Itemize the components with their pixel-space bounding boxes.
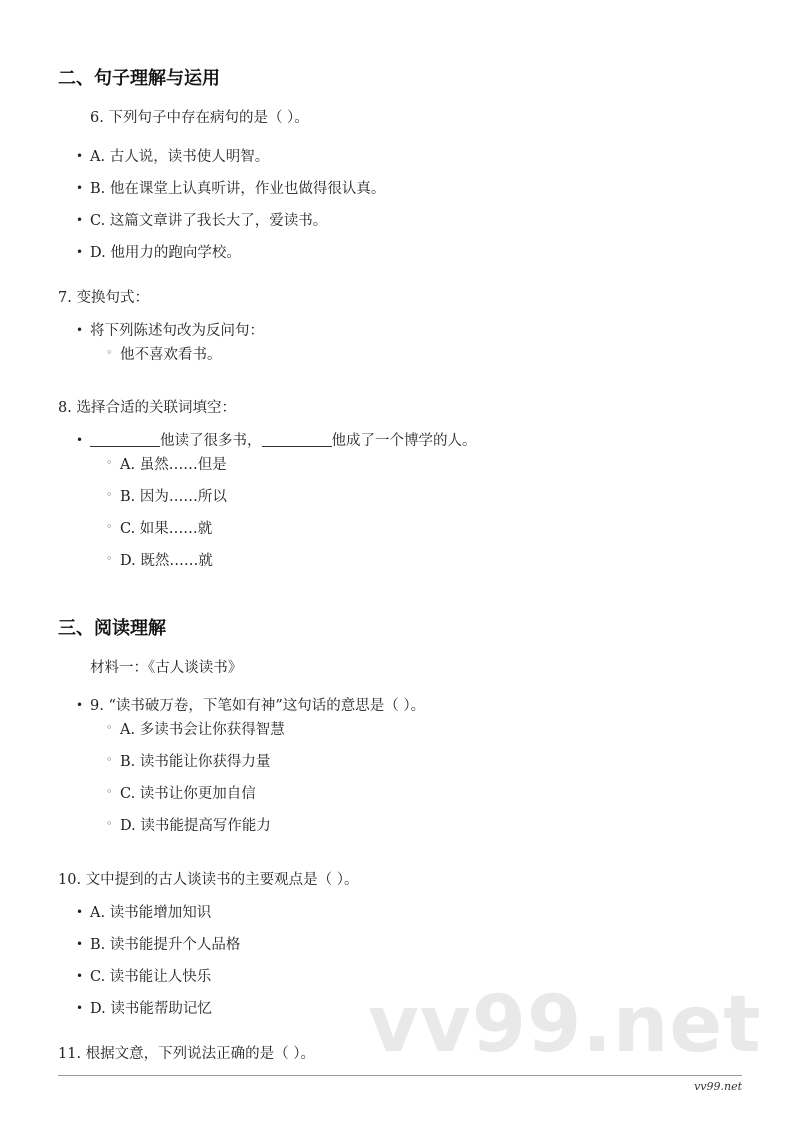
question-9-option-c: C. 读书让你更加自信 xyxy=(120,786,256,802)
bullet-icon: • xyxy=(76,969,84,983)
circle-bullet-icon: ◦ xyxy=(106,552,113,565)
question-11-stem: 11. 根据文意，下列说法正确的是（ ）。 xyxy=(58,1046,316,1062)
circle-bullet-icon: ◦ xyxy=(106,753,113,766)
question-9-option-b: B. 读书能让你获得力量 xyxy=(120,754,271,770)
bullet-icon: • xyxy=(76,433,84,447)
question-8-stem: 8. 选择合适的关联词填空： xyxy=(58,400,236,416)
circle-bullet-icon: ◦ xyxy=(106,346,113,359)
circle-bullet-icon: ◦ xyxy=(106,817,113,830)
question-8-option-a: A. 虽然……但是 xyxy=(120,457,227,473)
bullet-icon: • xyxy=(76,698,84,712)
question-8-option-c: C. 如果……就 xyxy=(120,521,213,537)
circle-bullet-icon: ◦ xyxy=(106,456,113,469)
question-8-option-b: B. 因为……所以 xyxy=(120,489,227,505)
question-6-option-c: C. 这篇文章讲了我长大了，爱读书。 xyxy=(90,213,328,229)
question-6-stem: 6. 下列句子中存在病句的是（ ）。 xyxy=(90,110,309,126)
question-9-option-a: A. 多读书会让你获得智慧 xyxy=(120,722,285,738)
section-2-title: 二、句子理解与运用 xyxy=(58,68,220,89)
bullet-icon: • xyxy=(76,245,84,259)
question-7-sentence: 他不喜欢看书。 xyxy=(120,347,222,363)
question-6-option-d: D. 他用力的跑向学校。 xyxy=(90,245,241,261)
bullet-icon: • xyxy=(76,905,84,919)
question-10-option-d: D. 读书能帮助记忆 xyxy=(90,1001,212,1017)
question-7-stem: 7. 变换句式： xyxy=(58,290,149,306)
question-9-stem: 9. “读书破万卷，下笔如有神”这句话的意思是（ ）。 xyxy=(90,698,426,714)
circle-bullet-icon: ◦ xyxy=(106,488,113,501)
bullet-icon: • xyxy=(76,149,84,163)
footer-site: vv99.net xyxy=(694,1080,742,1093)
bullet-icon: • xyxy=(76,181,84,195)
watermark: vv99.net xyxy=(368,980,762,1070)
bullet-icon: • xyxy=(76,213,84,227)
question-8-sentence-part1: 他读了很多书， xyxy=(160,433,262,449)
material-title: 材料一：《古人谈读书》 xyxy=(90,660,243,676)
bullet-icon: • xyxy=(76,1001,84,1015)
circle-bullet-icon: ◦ xyxy=(106,520,113,533)
question-10-stem: 10. 文中提到的古人谈读书的主要观点是（ ）。 xyxy=(58,872,359,888)
section-3-title: 三、阅读理解 xyxy=(58,618,166,639)
question-9-option-d: D. 读书能提高写作能力 xyxy=(120,818,271,834)
answer-blank-2[interactable] xyxy=(262,432,332,447)
question-6-option-b: B. 他在课堂上认真听讲，作业也做得很认真。 xyxy=(90,181,386,197)
bullet-icon: • xyxy=(76,323,84,337)
question-6-option-a: A. 古人说，读书使人明智。 xyxy=(90,149,270,165)
circle-bullet-icon: ◦ xyxy=(106,721,113,734)
question-8-sentence-part2: 他成了一个博学的人。 xyxy=(331,433,477,449)
question-8-option-d: D. 既然……就 xyxy=(120,553,213,569)
bullet-icon: • xyxy=(76,937,84,951)
footer-divider xyxy=(58,1075,742,1076)
answer-blank-1[interactable] xyxy=(90,432,160,447)
question-10-option-b: B. 读书能提升个人品格 xyxy=(90,937,241,953)
question-8-sentence xyxy=(90,429,477,450)
question-10-option-c: C. 读书能让人快乐 xyxy=(90,969,212,985)
question-7-instruction: 将下列陈述句改为反问句： xyxy=(90,323,264,339)
circle-bullet-icon: ◦ xyxy=(106,785,113,798)
question-10-option-a: A. 读书能增加知识 xyxy=(90,905,212,921)
